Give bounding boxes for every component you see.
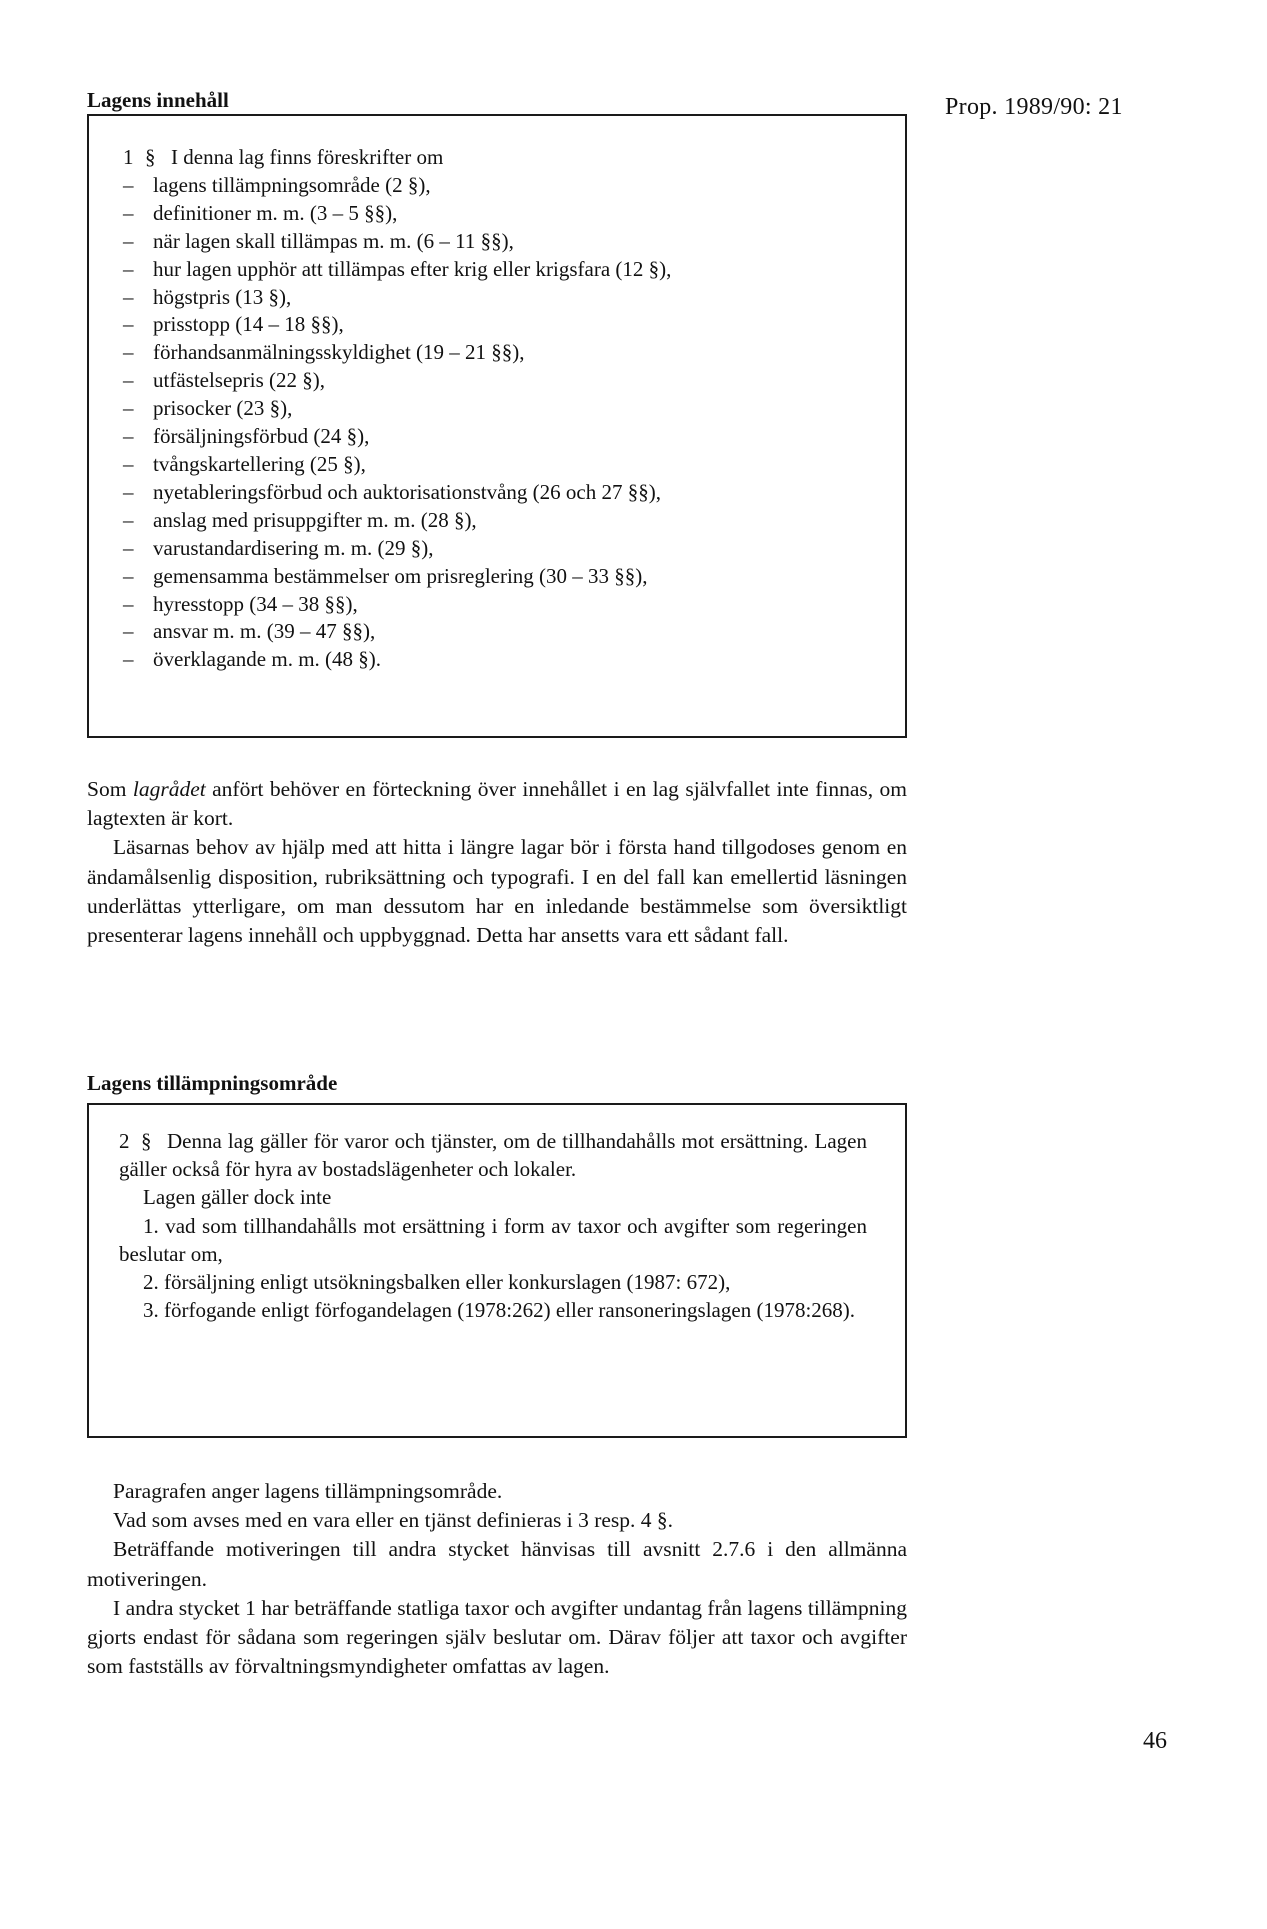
dash-bullet: –: [123, 368, 134, 393]
dash-bullet: –: [123, 172, 134, 197]
proposition-reference: Prop. 1989/90: 21: [945, 94, 1123, 120]
contents-list-item: [123, 423, 905, 451]
commentary-paragraph: Beträffande motiveringen till andra stycket hänvisas till avsnitt 2.7.6 i den allmänna motiveringen.: [87, 1537, 907, 1591]
dash-bullet: –: [123, 451, 134, 476]
clause-2-item-3: 3. förfogande enligt förfogandelagen (1978:262) eller ransoneringslagen (1978:268).: [143, 1298, 856, 1323]
contents-list-item: [123, 563, 905, 591]
commentary-block-1: [87, 775, 907, 950]
contents-list-item: [123, 507, 905, 535]
contents-list-item-text: prisocker (23 §),: [153, 396, 293, 421]
contents-list-item-text: nyetableringsförbud och auktorisationstvång (26 och 27 §§),: [153, 479, 661, 504]
contents-list-item-text: försäljningsförbud (24 §),: [153, 424, 370, 449]
clause-2-item-2: 2. försäljning enligt utsökningsbalken eller konkurslagen (1987: 672),: [143, 1270, 731, 1295]
dash-bullet: –: [123, 591, 134, 616]
contents-list-item: [123, 451, 905, 479]
dash-bullet: –: [123, 424, 134, 449]
dash-bullet: –: [123, 563, 134, 588]
contents-list-item: [123, 200, 905, 228]
clause-2-first-paragraph: [119, 1127, 867, 1183]
contents-list-item-text: varustandardisering m. m. (29 §),: [153, 535, 434, 560]
commentary-paragraph: I andra stycket 1 har beträffande statliga taxor och avgifter undantag från lagens tillämpning gjorts endast för sådana som regeringen själv beslutar om. Därav följer att taxor och avgifter som fastställs av förvaltningsmyndigheter omfattas av lagen.: [87, 1595, 907, 1679]
contents-list-item-text: utfästelsepris (22 §),: [153, 368, 326, 393]
contents-list-item: [123, 535, 905, 563]
commentary-italic-term: lagrådet: [132, 777, 206, 801]
contents-list-item-text: prisstopp (14 – 18 §§),: [153, 312, 344, 337]
contents-list-item: [123, 591, 905, 619]
dash-bullet: –: [123, 647, 134, 672]
page-number: 46: [1143, 1728, 1167, 1754]
dash-bullet: –: [123, 479, 134, 504]
contents-list-item: [123, 228, 905, 256]
contents-list-item-text: överklagande m. m. (48 §).: [153, 647, 382, 672]
dash-bullet: –: [123, 396, 134, 421]
clause-1-intro-text: I denna lag finns föreskrifter om: [171, 145, 444, 169]
contents-list-item-text: lagens tillämpningsområde (2 §),: [153, 172, 431, 197]
contents-list-item-text: när lagen skall tillämpas m. m. (6 – 11 §§),: [153, 228, 514, 253]
contents-list: [123, 172, 905, 674]
contents-list-item: [123, 479, 905, 507]
dash-bullet: –: [123, 256, 134, 281]
contents-list-item-text: högstpris (13 §),: [153, 284, 292, 309]
dash-bullet: –: [123, 507, 134, 532]
clause-2-second-paragraph: Lagen gäller dock inte: [143, 1185, 332, 1210]
contents-list-item-text: förhandsanmälningsskyldighet (19 – 21 §§),: [153, 340, 525, 365]
clause-number: 1: [123, 145, 134, 169]
dash-bullet: –: [123, 312, 134, 337]
commentary-paragraph: [87, 775, 907, 833]
commentary-paragraph: Läsarnas behov av hjälp med att hitta i längre lagar bör i första hand tillgodoses genom en ändamålsenlig disposition, rubriksättning och typografi. I en del fall kan emellertid läsningen underlättas ytterligare, om man dessutom har en inledande bestämmelse som översiktligt presenterar lagens innehåll och uppbyggnad. Detta har ansetts vara ett sådant fall.: [87, 835, 907, 948]
paragraph-sign: §: [145, 145, 156, 169]
contents-list-item: [123, 339, 905, 367]
contents-list-item-text: tvångskartellering (25 §),: [153, 451, 366, 476]
contents-list-item: [123, 256, 905, 284]
dash-bullet: –: [123, 340, 134, 365]
contents-list-item-text: gemensamma bestämmelser om prisreglering (30 – 33 §§),: [153, 563, 648, 588]
dash-bullet: –: [123, 228, 134, 253]
contents-list-item-text: ansvar m. m. (39 – 47 §§),: [153, 619, 376, 644]
contents-list-item: [123, 646, 905, 674]
law-text-box-1: [87, 114, 907, 738]
dash-bullet: –: [123, 535, 134, 560]
paragraph-sign: §: [141, 1129, 152, 1153]
commentary-paragraph: Paragrafen anger lagens tillämpningsområde.: [113, 1479, 503, 1503]
commentary-paragraph: Vad som avses med en vara eller en tjänst definieras i 3 resp. 4 §.: [113, 1508, 674, 1533]
contents-list-item-text: definitioner m. m. (3 – 5 §§),: [153, 200, 398, 225]
dash-bullet: –: [123, 200, 134, 225]
contents-list-item-text: hyresstopp (34 – 38 §§),: [153, 591, 358, 616]
commentary-text: anfört behöver en förteckning över innehållet i en lag självfallet inte finnas, om lagtexten är kort.: [87, 777, 907, 831]
contents-list-item: [123, 367, 905, 395]
section-heading-contents: Lagens innehåll: [87, 88, 229, 112]
clause-number: 2: [119, 1129, 130, 1153]
contents-list-item-text: hur lagen upphör att tillämpas efter krig eller krigsfara (12 §),: [153, 256, 672, 281]
dash-bullet: –: [123, 619, 134, 644]
law-text-box-2: [87, 1103, 907, 1438]
clause-2-text: Denna lag gäller för varor och tjänster, om de tillhandahålls mot ersättning. Lagen gäller också för hyra av bostadslägenheter och lokaler.: [119, 1129, 867, 1182]
commentary-text: Som: [87, 777, 133, 801]
contents-list-item: [123, 311, 905, 339]
contents-list-item: [123, 172, 905, 200]
contents-list-item-text: anslag med prisuppgifter m. m. (28 §),: [153, 507, 477, 532]
commentary-block-2: [87, 1477, 907, 1681]
contents-list-item: [123, 395, 905, 423]
contents-list-item: [123, 618, 905, 646]
section-heading-scope: Lagens tillämpningsområde: [87, 1071, 338, 1095]
clause-2-item-1: 1. vad som tillhandahålls mot ersättning i form av taxor och avgifter som regeringen beslutar om,: [119, 1213, 867, 1266]
contents-list-item: [123, 284, 905, 312]
clause-1-intro: [123, 144, 905, 172]
dash-bullet: –: [123, 284, 134, 309]
